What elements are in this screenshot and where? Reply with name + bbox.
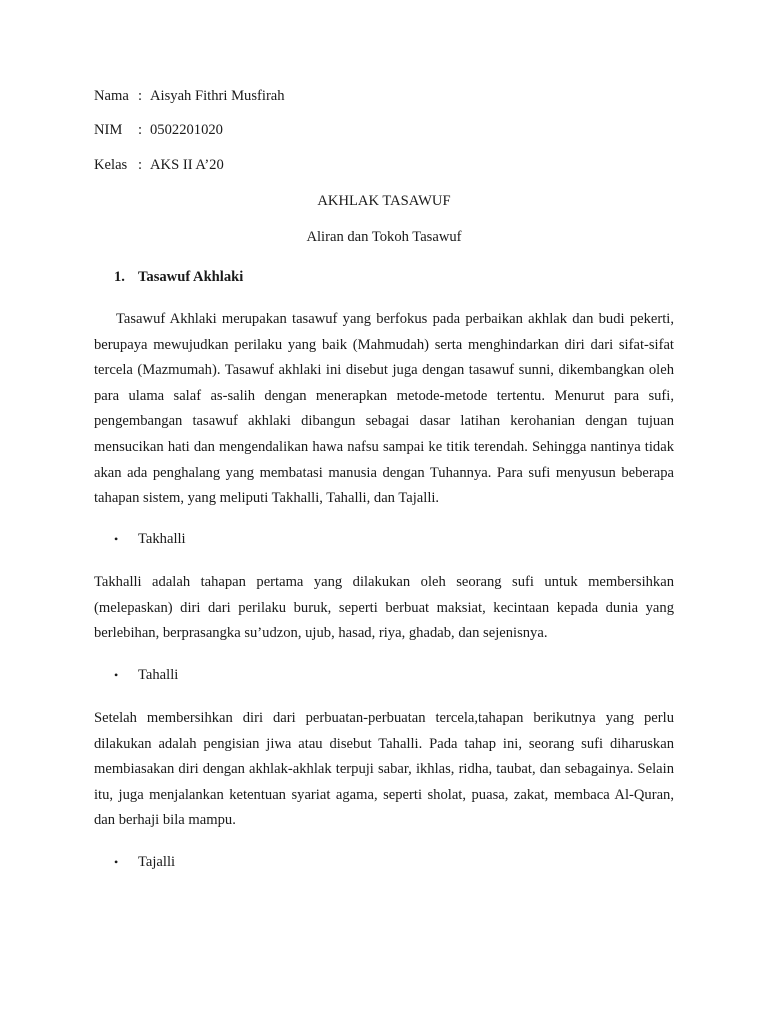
document-title: AKHLAK TASAWUF [317,193,451,209]
class-value: AKS II A’20 [150,157,224,173]
name-colon: : [138,88,143,104]
section-number: 1. [114,269,125,285]
document-subtitle: Aliran dan Tokoh Tasawuf [306,229,462,245]
name-label: Nama [94,88,129,104]
nim-label: NIM [94,122,123,138]
section-heading-text: Tasawuf Akhlaki [138,269,244,285]
bullet-icon: • [114,668,119,682]
identity-nim-line [94,119,223,141]
bullet-label: Takhalli [138,531,186,547]
class-label: Kelas [94,157,128,173]
identity-class-line [94,154,224,176]
class-colon: : [138,157,143,173]
intro-paragraph: Tasawuf Akhlaki merupakan tasawuf yang berfokus pada perbaikan akhlak dan budi pekerti, berupaya mewujudkan perilaku yang baik (Mahmudah) serta menghindarkan diri dari sifat-sifat tercela (Mazmumah). Tasawuf akhlaki ini disebut juga dengan tasawuf sunni, dikembangkan oleh para ulama salaf as-salih dengan menerapkan metode-metode tertentu. Menurut para sufi, pengembangan tasawuf akhlaki dibangun sebagai dasar latihan kerohanian dengan tujuan mensucikan hati dan mengendalikan hawa nafsu sampai ke titik terendah. Sehingga nantinya tidak akan ada penghalang yang membatasi manusia dengan Tuhannya. Para sufi menyusun beberapa tahapan sistem, yang meliputi Takhalli, Tahalli, dan Tajalli. [94,311,674,507]
bullet-icon: • [114,855,119,869]
tahalli-paragraph: Setelah membersihkan diri dari perbuatan-perbuatan tercela,tahapan berikutnya yang perlu dilakukan adalah pengisian jiwa atau disebut Tahalli. Pada tahap ini, seorang sufi diharuskan membiasakan diri dengan akhlak-akhlak terpuji sabar, ikhlas, ridha, taubat, dan sebagainya. Selain itu, juga menjalankan ketentuan syariat agama, seperti sholat, puasa, zakat, membaca Al-Quran, dan berhaji bila mampu. [94,710,674,829]
bullet-item-takhalli [114,528,186,550]
bullet-icon: • [114,532,119,546]
bullet-item-tahalli [114,664,178,686]
takhalli-paragraph: Takhalli adalah tahapan pertama yang dilakukan oleh seorang sufi untuk membersihkan (melepaskan) diri dari perilaku buruk, seperti berbuat maksiat, kecintaan kepada dunia yang berlebihan, berprasangka su’udzon, ujub, hasad, riya, ghadab, dan sejenisnya. [94,574,674,642]
nim-colon: : [138,122,143,138]
section-heading [114,266,243,288]
identity-name-line [94,85,285,107]
bullet-label: Tajalli [138,854,176,870]
bullet-label: Tahalli [138,667,179,683]
bullet-item-tajalli [114,851,175,873]
name-value: Aisyah Fithri Musfirah [150,88,285,104]
nim-value: 0502201020 [150,122,223,138]
